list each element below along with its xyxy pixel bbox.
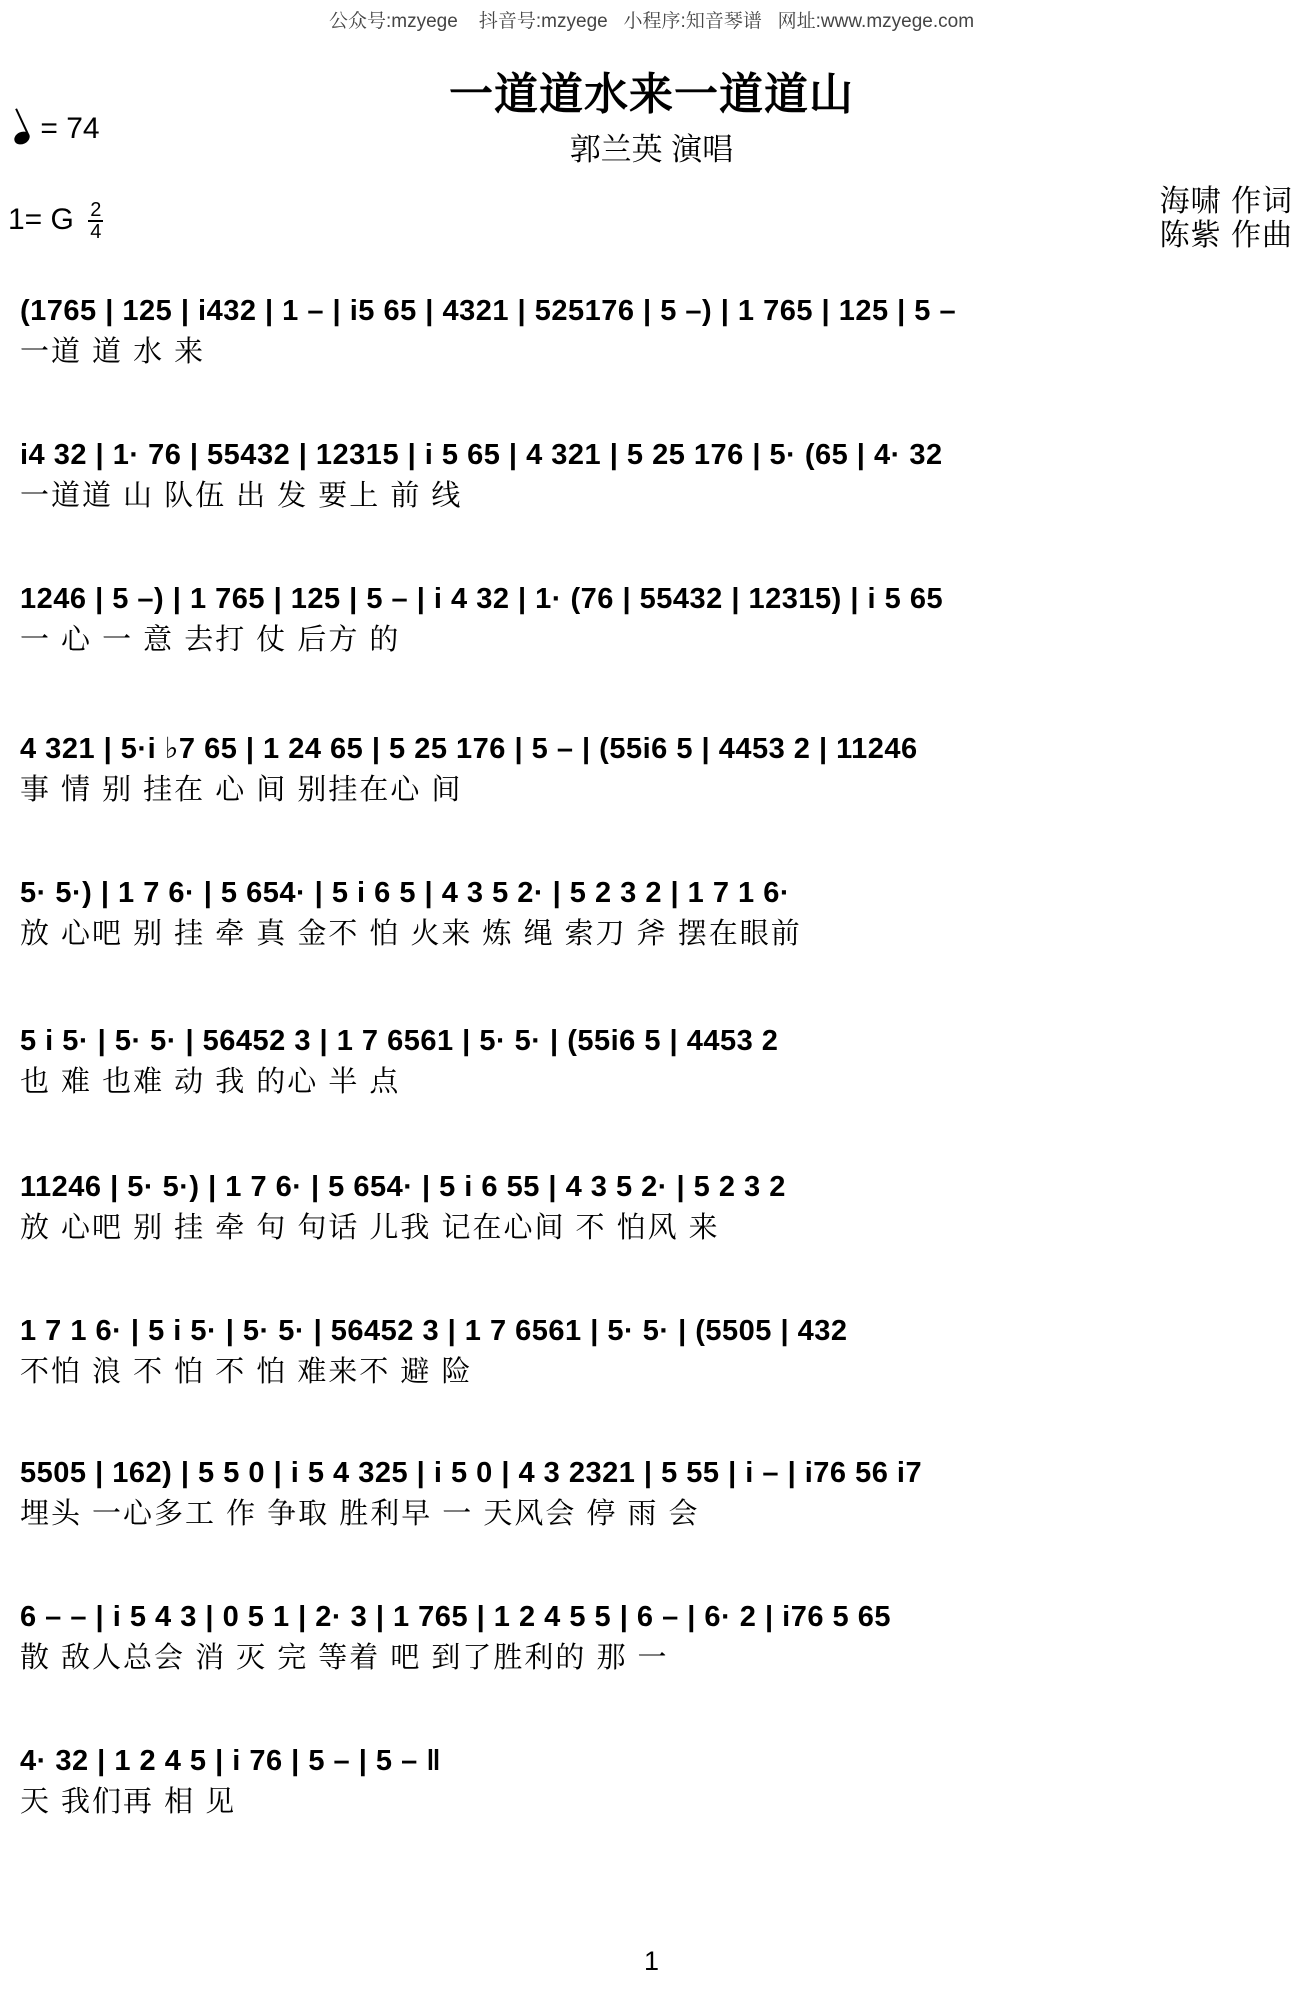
lyrics-line: 放 心吧 别 挂 牵 句 句话 儿我 记在心间 不 怕风 来 [20,1212,720,1244]
lyrics-line: 也 难 也难 动 我 的心 半 点 [20,1066,401,1098]
tempo-value: = 74 [40,112,100,145]
lyricist-credit: 海啸 作词 [1159,185,1293,218]
score-system-11 [20,1740,1290,1822]
notation-line: 1 7 1 6· | 5 i 5· | 5· 5· | 56452 3 | 1 7 6561 | 5· 5· | (5505 | 432 [20,1315,848,1347]
time-signature-bottom: 4 [90,221,102,243]
singer-credit: 郭兰英 演唱 [569,132,734,167]
score-system-8 [20,1310,1290,1392]
score-system-10 [20,1596,1290,1678]
notation-line: 1246 | 5 –) | 1 765 | 125 | 5 – | i 4 32 | 1· (76 | 55432 | 12315) | i 5 65 [20,583,944,615]
notation-line: (1765 | 125 | i432 | 1 – | i5 65 | 4321 | 525176 | 5 –) | 1 765 | 125 | 5 – [20,295,957,327]
lyrics-line: 一道 道 水 来 [20,336,206,368]
notation-line: 6 – – | i 5 4 3 | 0 5 1 | 2· 3 | 1 765 | 1 2 4 5 5 | 6 – | 6· 2 | i76 5 65 [20,1601,891,1633]
score-system-9 [20,1452,1290,1534]
page-header: 公众号:mzyege 抖音号:mzyege 小程序:知音琴谱 网址:www.mzyege.com [328,11,975,32]
notation-line: 4 321 | 5·i ♭7 65 | 1 24 65 | 5 25 176 | 5 – | (55i6 5 | 4453 2 | 11246 [20,733,918,765]
time-signature-top: 2 [90,199,102,221]
notation-line: 4· 32 | 1 2 4 5 | i 76 | 5 – | 5 – ‖ [20,1745,442,1777]
score-system-1 [20,290,1290,372]
lyrics-line: 放 心吧 别 挂 牵 真 金不 怕 火来 炼 绳 索刀 斧 摆在眼前 [20,918,802,950]
lyrics-line: 事 情 别 挂在 心 间 别挂在心 间 [20,774,463,806]
notation-line: 5· 5·) | 1 7 6· | 5 654· | 5 i 6 5 | 4 3 5 2· | 5 2 3 2 | 1 7 1 6· [20,877,791,909]
notation-line: 11246 | 5· 5·) | 1 7 6· | 5 654· | 5 i 6 55 | 4 3 5 2· | 5 2 3 2 [20,1171,786,1203]
lyrics-line: 一 心 一 意 去打 仗 后方 的 [20,624,401,656]
notation-line: 5505 | 162) | 5 5 0 | i 5 4 325 | i 5 0 | 4 3 2321 | 5 55 | i – | i76 56 i7 [20,1457,923,1489]
lyrics-line: 一道道 山 队伍 出 发 要上 前 线 [20,480,463,512]
page-number: 1 [643,1946,660,1976]
score-system-7 [20,1166,1290,1248]
score-system-6 [20,1020,1290,1102]
key-signature [8,200,103,242]
score-system-3 [20,578,1290,660]
time-signature [88,200,103,242]
key-label: 1= G [8,202,74,236]
notation-line: i4 32 | 1· 76 | 55432 | 12315 | i 5 65 | 4 321 | 5 25 176 | 5· (65 | 4· 32 [20,439,943,471]
lyrics-line: 天 我们再 相 见 [20,1786,237,1818]
score-system-5 [20,872,1290,954]
quarter-note-icon [12,129,32,147]
composer-credit: 陈紫 作曲 [1159,219,1293,252]
score-system-4 [20,728,1290,810]
song-title: 一道道水来一道道山 [449,70,854,119]
tempo-marking [14,112,100,146]
lyrics-line: 不怕 浪 不 怕 不 怕 难来不 避 险 [20,1356,473,1388]
lyrics-line: 散 敌人总会 消 灭 完 等着 吧 到了胜利的 那 一 [20,1642,669,1674]
score-system-2 [20,434,1290,516]
lyrics-line: 埋头 一心多工 作 争取 胜利早 一 天风会 停 雨 会 [20,1498,700,1530]
notation-line: 5 i 5· | 5· 5· | 56452 3 | 1 7 6561 | 5· 5· | (55i6 5 | 4453 2 [20,1025,779,1057]
